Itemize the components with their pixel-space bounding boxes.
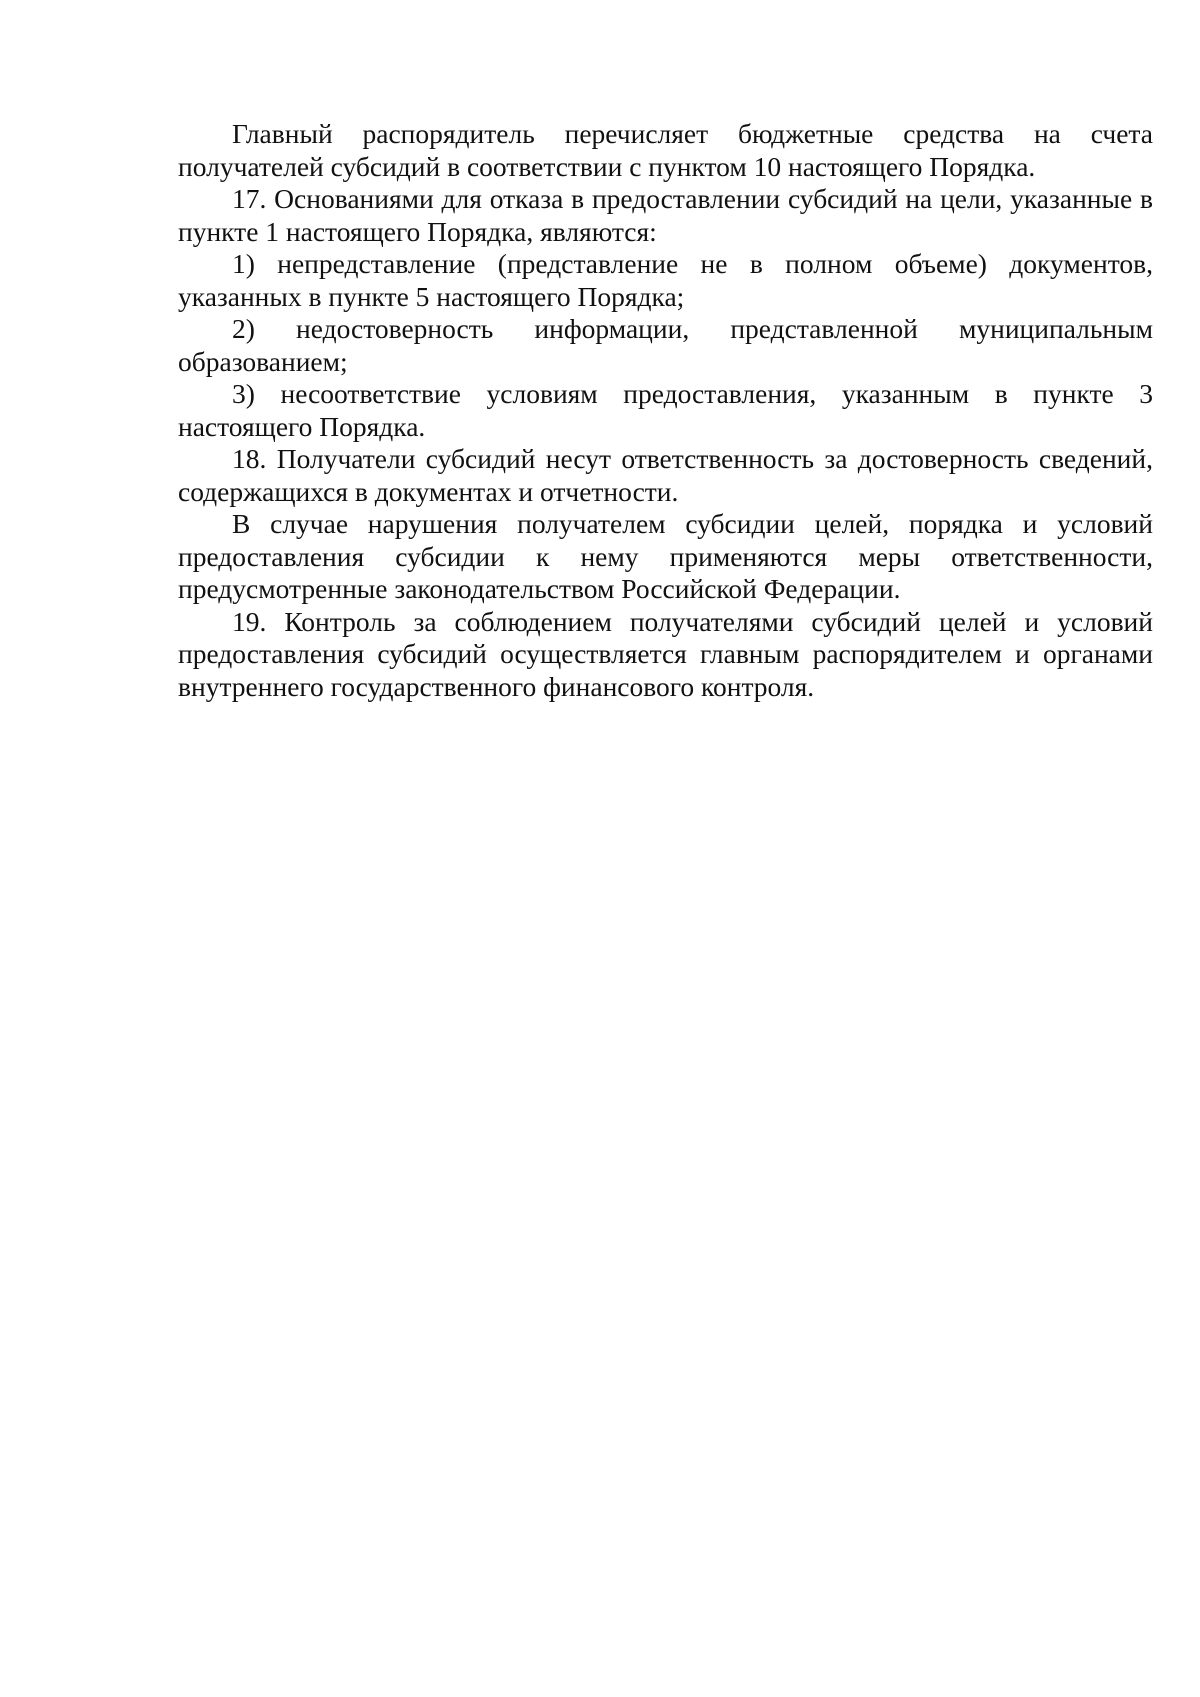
paragraph-item-18: 18. Получатели субсидий несут ответственность за достоверность сведений, содержащихся в документах и отчетности. [178, 443, 1153, 507]
paragraph-item-19: 19. Контроль за соблюдением получателями субсидий целей и условий предоставления субсидий осуществляется главным распорядителем и органами внутреннего государственного финансового контроля. [178, 605, 1153, 702]
paragraph-item-17-1: 1) непредставление (представление не в полном объеме) документов, указанных в пункте 5 настоящего Порядка; [178, 248, 1153, 312]
document-body [178, 118, 1153, 703]
paragraph-transfer-funds: Главный распорядитель перечисляет бюджетные средства на счета получателей субсидий в соответствии с пунктом 10 настоящего Порядка. [178, 118, 1153, 182]
paragraph-item-17-2: 2) недостоверность информации, представленной муниципальным образованием; [178, 313, 1153, 377]
paragraph-item-17-3: 3) несоответствие условиям предоставления, указанным в пункте 3 настоящего Порядка. [178, 378, 1153, 442]
paragraph-item-17: 17. Основаниями для отказа в предоставлении субсидий на цели, указанные в пункте 1 настоящего Порядка, являются: [178, 183, 1153, 247]
paragraph-violation-measures: В случае нарушения получателем субсидии целей, порядка и условий предоставления субсидии к нему применяются меры ответственности, предусмотренные законодательством Российской Федерации. [178, 508, 1153, 604]
